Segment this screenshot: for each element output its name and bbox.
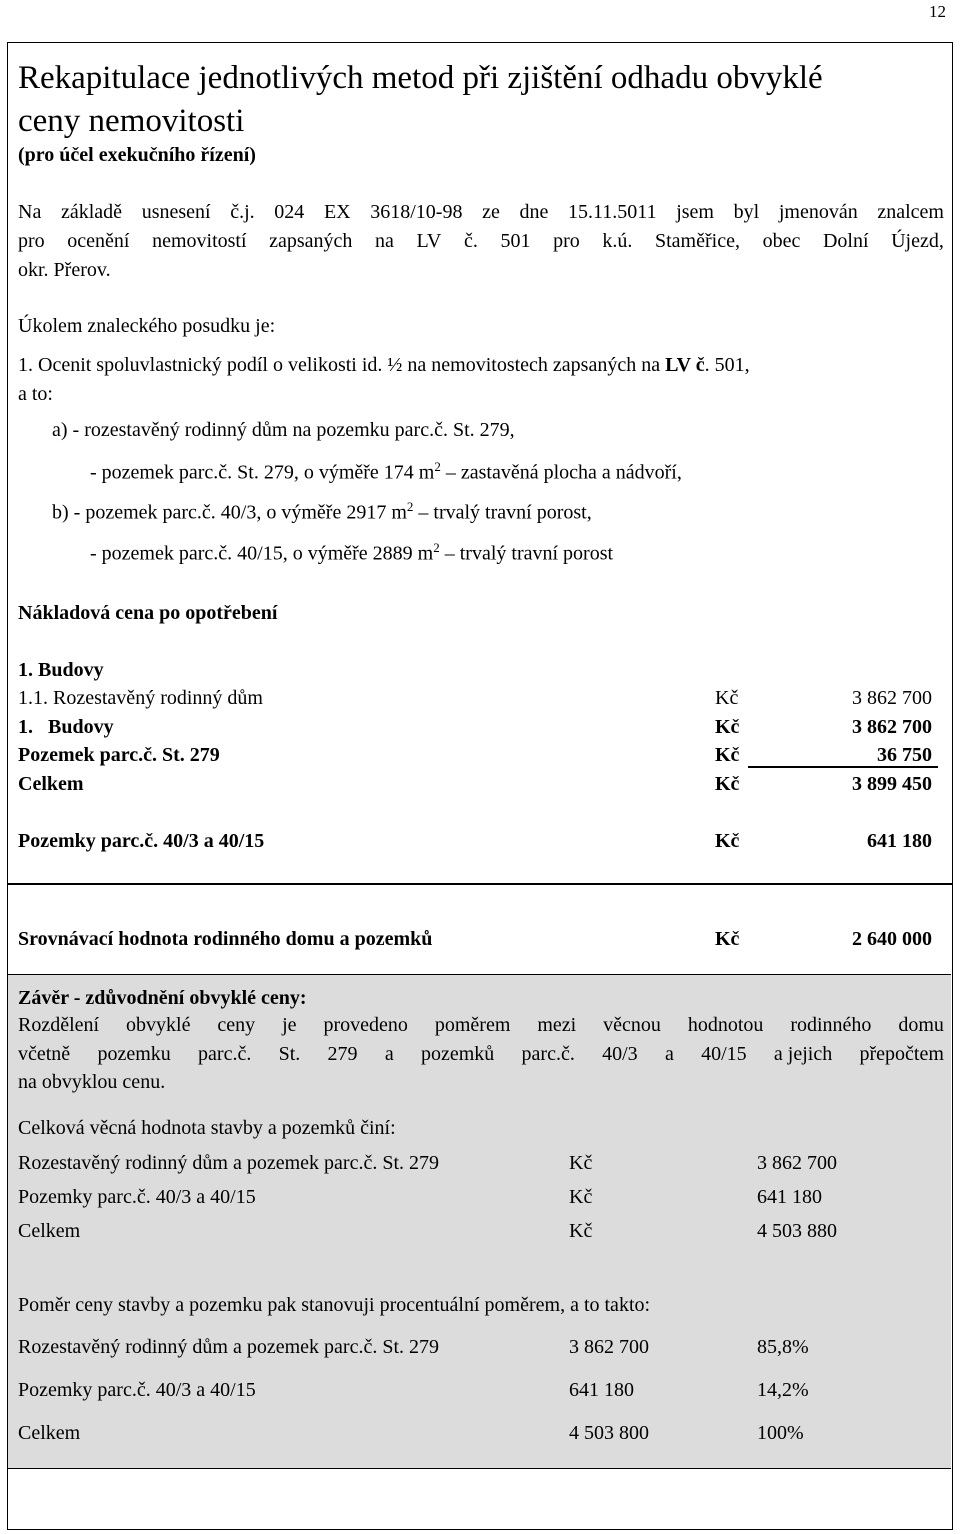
total-heading: Celková věcná hodnota stavby a pozemků činí: bbox=[18, 1117, 396, 1139]
word: pro bbox=[18, 230, 45, 252]
section-divider bbox=[8, 883, 952, 885]
word: poměrem bbox=[434, 1014, 511, 1036]
word: ocenění bbox=[67, 230, 130, 252]
row-label: 1.1. Rozestavěný rodinný dům bbox=[18, 687, 263, 709]
word: 40/3 bbox=[602, 1043, 638, 1065]
word: a bbox=[664, 1043, 674, 1065]
row-currency: Kč bbox=[715, 830, 740, 852]
row-percent: 14,2% bbox=[757, 1379, 809, 1401]
row-percent: 85,8% bbox=[757, 1336, 809, 1358]
word: Staměřice, bbox=[654, 230, 740, 252]
row-value: 641 180 bbox=[867, 830, 932, 852]
word: č.j. bbox=[230, 201, 255, 223]
cost-heading: Nákladová cena po opotřebení bbox=[18, 602, 278, 624]
word: obec bbox=[762, 230, 801, 252]
word: ceny bbox=[217, 1014, 256, 1036]
subtitle: (pro účel exekučního řízení) bbox=[18, 144, 256, 166]
word: Na bbox=[18, 201, 42, 223]
word: 15.11.5011 bbox=[568, 201, 657, 223]
word: 501 bbox=[500, 230, 531, 252]
title-line-1: Rekapitulace jednotlivých metod při zjištění odhadu obvyklé bbox=[18, 60, 823, 96]
row-value: 36 750 bbox=[877, 744, 932, 766]
row-value: 2 640 000 bbox=[852, 928, 932, 950]
row-currency: Kč bbox=[715, 687, 739, 709]
word: na bbox=[375, 230, 394, 252]
word: hodnotou bbox=[687, 1014, 764, 1036]
task-line-1: 1. Ocenit spoluvlastnický podíl o velikosti id. ½ na nemovitostech zapsaných na LV č. 501, bbox=[18, 354, 750, 376]
word: věcnou bbox=[603, 1014, 661, 1036]
row-currency: Kč bbox=[569, 1220, 593, 1242]
row-percent: 100% bbox=[757, 1422, 804, 1444]
word: dne bbox=[519, 201, 549, 223]
word: je bbox=[282, 1014, 297, 1036]
row-currency: Kč bbox=[715, 716, 740, 738]
item-b-1: b) - pozemek parc.č. 40/3, o výměře 2917 $m^2$ – trvalý travní porost, bbox=[52, 499, 592, 524]
word: ze bbox=[482, 201, 500, 223]
word: Újezd, bbox=[891, 230, 944, 252]
row-currency: Kč bbox=[569, 1152, 593, 1174]
row-label: Pozemky parc.č. 40/3 a 40/15 bbox=[18, 1379, 256, 1401]
row-value: 641 180 bbox=[569, 1379, 634, 1401]
word: parc.č. bbox=[198, 1043, 252, 1065]
row-value: 3 862 700 bbox=[569, 1336, 649, 1358]
word: mezi bbox=[537, 1014, 577, 1036]
conclusion-heading: Závěr - zdůvodnění obvyklé ceny: bbox=[18, 987, 307, 1009]
word: byl bbox=[733, 201, 760, 223]
word: včetně bbox=[18, 1043, 71, 1065]
task-heading: Úkolem znaleckého posudku je: bbox=[18, 315, 276, 337]
word: 024 bbox=[274, 201, 305, 223]
row-label: Pozemky parc.č. 40/3 a 40/15 bbox=[18, 1186, 256, 1208]
row-label: Celkem bbox=[18, 1422, 81, 1444]
conclusion-line-3: na obvyklou cenu. bbox=[18, 1071, 166, 1093]
item-a-2: - pozemek parc.č. St. 279, o výměře 174 $m^2$ – zastavěná plocha a nádvoří, bbox=[90, 459, 682, 484]
row-label: Celkem bbox=[18, 1220, 81, 1242]
word: Dolní bbox=[822, 230, 869, 252]
row-value: 3 862 700 bbox=[852, 716, 932, 738]
word: jsem bbox=[676, 201, 714, 223]
row-currency: Kč bbox=[569, 1186, 593, 1208]
word: EX bbox=[323, 201, 351, 223]
word: pozemků bbox=[420, 1043, 495, 1065]
word: a bbox=[384, 1043, 394, 1065]
word: 279 bbox=[327, 1043, 358, 1065]
row-label: Pozemek parc.č. St. 279 bbox=[18, 744, 220, 766]
buildings-heading: 1. Budovy bbox=[18, 659, 104, 681]
word: parc.č. bbox=[521, 1043, 575, 1065]
conclusion-line-1 bbox=[18, 1015, 944, 1035]
row-value: 4 503 800 bbox=[569, 1422, 649, 1444]
word: provedeno bbox=[323, 1014, 408, 1036]
word: č. bbox=[463, 230, 478, 252]
word: základě bbox=[60, 201, 123, 223]
word: Rozdělení bbox=[18, 1014, 100, 1036]
row-currency: Kč bbox=[715, 744, 740, 766]
word: znalcem bbox=[877, 201, 944, 223]
word: 3618/10-98 bbox=[370, 201, 463, 223]
row-label: Rozestavěný rodinný dům a pozemek parc.č. St. 279 bbox=[18, 1336, 439, 1358]
row-label: Pozemky parc.č. 40/3 a 40/15 bbox=[18, 830, 265, 852]
word: rodinného bbox=[790, 1014, 872, 1036]
item-b-2: - pozemek parc.č. 40/15, o výměře 2889 $m^2$ – trvalý travní porost bbox=[90, 540, 614, 565]
row-value: 3 899 450 bbox=[852, 773, 932, 795]
sum-underline bbox=[748, 766, 938, 768]
row-value: 4 503 880 bbox=[757, 1220, 837, 1242]
word: nemovitostí bbox=[152, 230, 247, 252]
title-line-2: ceny nemovitosti bbox=[18, 103, 245, 139]
row-label: Srovnávací hodnota rodinného domu a pozemků bbox=[18, 928, 433, 950]
row-label: Rozestavěný rodinný dům a pozemek parc.č. St. 279 bbox=[18, 1152, 439, 1174]
word: zapsaných bbox=[269, 230, 353, 252]
row-label: 1. Budovy bbox=[18, 716, 114, 738]
word: obvyklé bbox=[126, 1014, 191, 1036]
word: LV bbox=[416, 230, 442, 252]
word: 40/15 bbox=[701, 1043, 747, 1065]
row-value: 3 862 700 bbox=[852, 687, 932, 709]
item-a-1: a) - rozestavěný rodinný dům na pozemku parc.č. St. 279, bbox=[52, 419, 515, 441]
row-value: 641 180 bbox=[757, 1186, 822, 1208]
word: pro bbox=[553, 230, 580, 252]
row-currency: Kč bbox=[715, 773, 740, 795]
intro-line-1 bbox=[18, 202, 944, 222]
row-value: 3 862 700 bbox=[757, 1152, 837, 1174]
row-currency: Kč bbox=[715, 928, 740, 950]
word: pozemku bbox=[97, 1043, 171, 1065]
word: a jejich bbox=[773, 1043, 833, 1065]
row-label: Celkem bbox=[18, 773, 84, 795]
word: k.ú. bbox=[602, 230, 633, 252]
word: jmenován bbox=[778, 201, 858, 223]
intro-line-3: okr. Přerov. bbox=[18, 259, 111, 281]
word: St. bbox=[278, 1043, 301, 1065]
task-line-2: a to: bbox=[18, 383, 53, 405]
ratio-heading: Poměr ceny stavby a pozemku pak stanovuji procentuální poměrem, a to takto: bbox=[18, 1294, 651, 1316]
conclusion-line-2 bbox=[18, 1044, 944, 1064]
page-number: 12 bbox=[929, 2, 946, 21]
intro-line-2 bbox=[18, 231, 944, 251]
word: přepočtem bbox=[859, 1043, 944, 1065]
word: usnesení bbox=[141, 201, 211, 223]
word: domu bbox=[898, 1014, 944, 1036]
